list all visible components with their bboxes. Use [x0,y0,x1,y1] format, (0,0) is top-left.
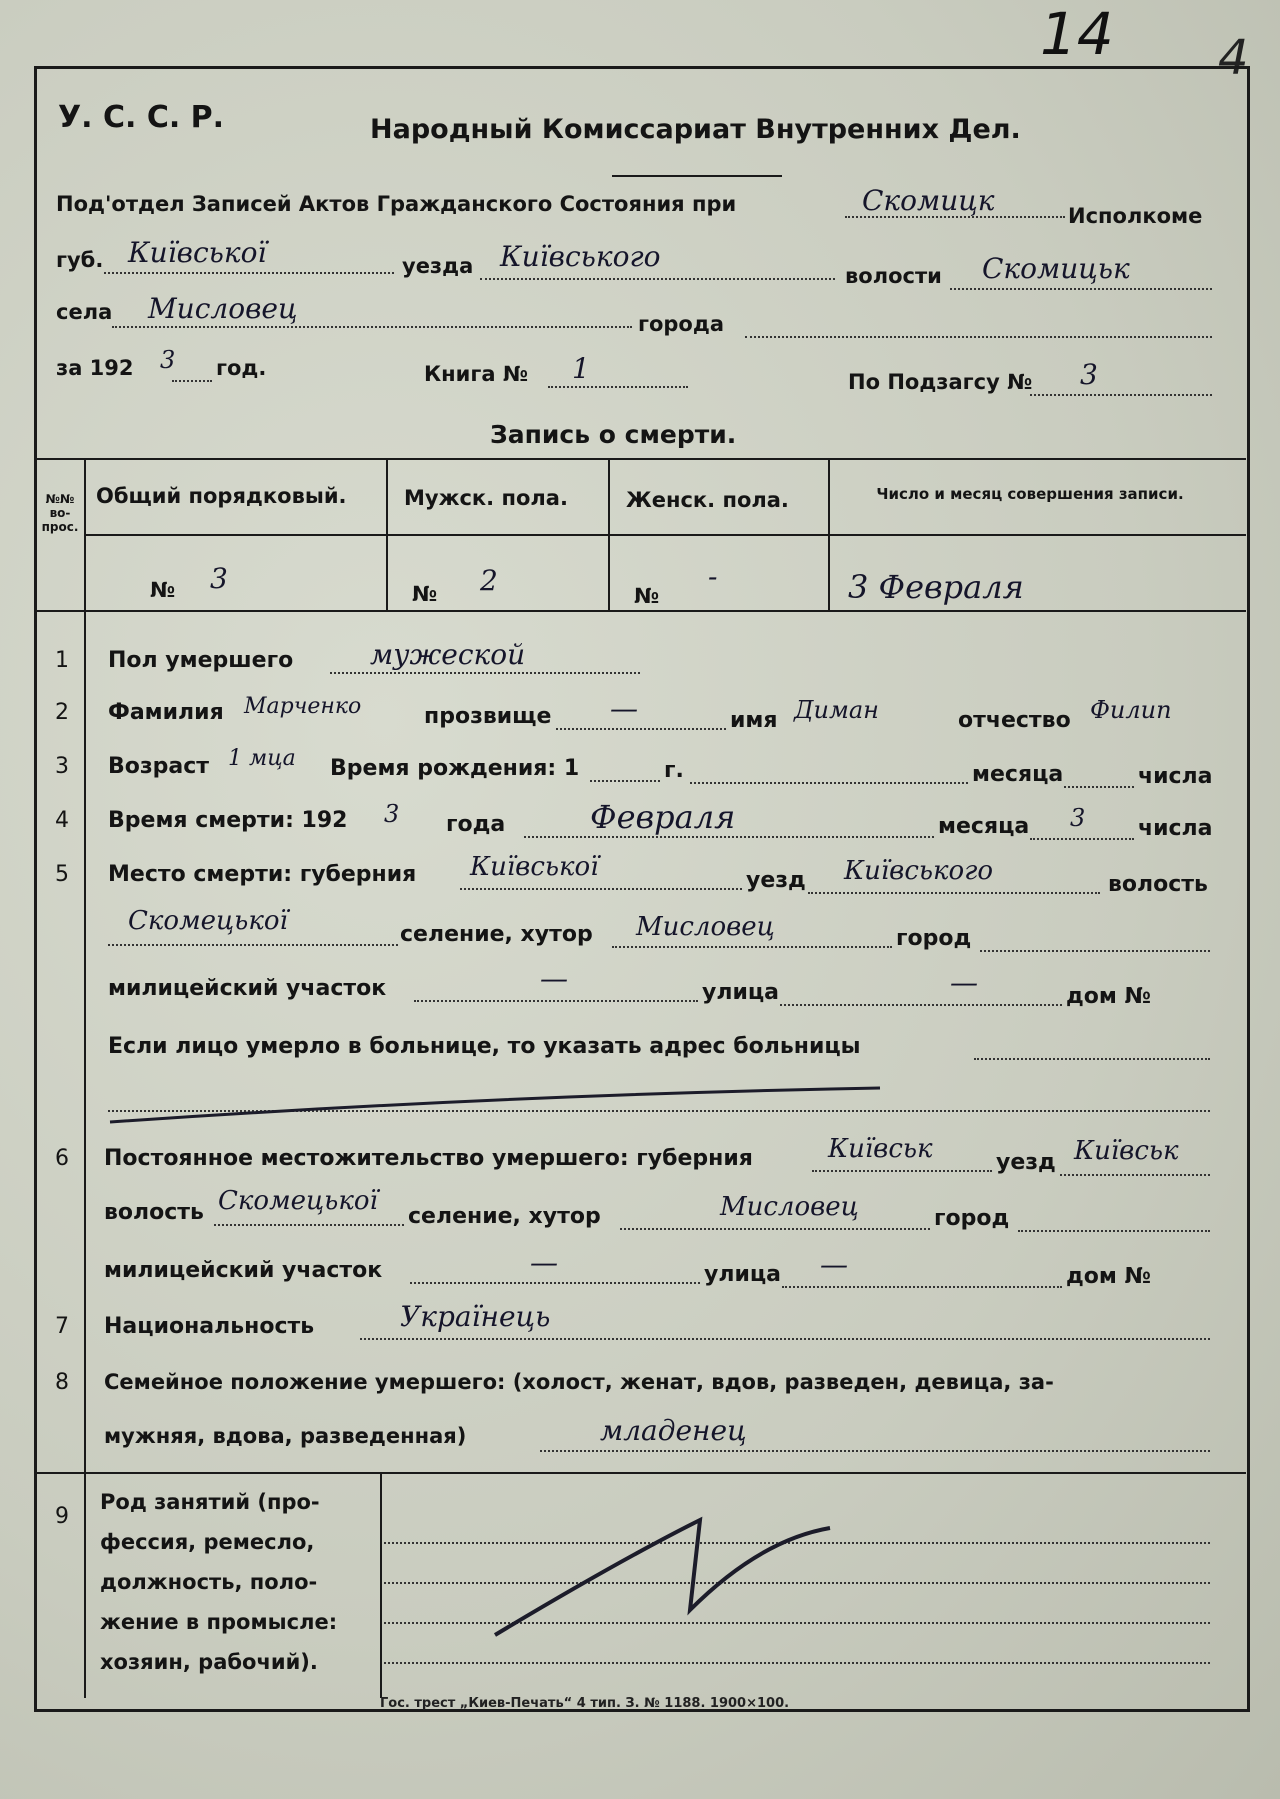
r5-volost-value: Скомецької [128,906,288,936]
r6-street-value: — [820,1248,848,1281]
record-title: Запись о смерти. [490,420,737,449]
male-value: 2 [480,564,498,597]
r5-street: улица [702,980,780,1005]
general-value: 3 [210,562,228,595]
r9-line-5: хозяин, рабочий). [100,1650,318,1674]
r5-gub-value: Київської [470,852,599,882]
r6-label: Постоянное местожительство умершего: губерния [104,1146,753,1171]
male-prefix: № [412,582,438,606]
r6-street: улица [704,1262,782,1287]
r9-line-1: Род занятий (про- [100,1490,320,1514]
r1-value: мужеской [370,638,526,671]
row-8-number: 8 [55,1370,69,1395]
r1-label: Пол умершего [108,648,294,673]
r3-month: месяца [972,762,1064,787]
r9-line-4: жение в промысле: [100,1610,338,1634]
gub-value: Київської [128,236,267,269]
r4-day: числа [1138,816,1213,841]
r4-goda: года [446,812,506,837]
volost-value: Скомицьк [982,252,1130,285]
subreg-value: 3 [1080,358,1098,391]
col-date-header: Число и месяц совершения записи. [876,485,1184,503]
r7-value: Українець [400,1300,551,1333]
row-6-number: 6 [55,1146,69,1171]
hospital-strike-stroke [110,1088,880,1122]
row-2-number: 2 [55,700,69,725]
r2-name-value: Диман [794,696,879,724]
r3-birth-label: Время рождения: 1 [330,756,580,781]
row-3-number: 3 [55,754,69,779]
r6-volost: волость [104,1200,204,1225]
year-suffix: год. [216,356,267,380]
r6-police-value: — [530,1246,558,1279]
subdept-value: Скомицк [862,184,995,217]
r6-police: милицейский участок [104,1258,383,1283]
r4-day-value: 3 [1070,804,1086,832]
r5-uezd-value: Київського [844,856,994,886]
year-value: 3 [160,346,176,374]
selo-label: села [56,300,113,324]
r2-nick-value: — [610,692,638,725]
r3-age-value: 1 мца [228,746,296,771]
r4-month: месяца [938,814,1030,839]
occupation-strike-stroke [495,1520,830,1635]
r9-line-2: фессия, ремесло, [100,1530,315,1554]
r4-month-value: Февраля [590,798,736,836]
printer-footer: Гос. трест „Киев-Печать“ 4 тип. З. № 1188. 1900×100. [380,1696,790,1711]
volost-label: волости [845,264,942,288]
row-7-number: 7 [55,1314,69,1339]
row-9-number: 9 [55,1504,69,1529]
executive-label: Исполкоме [1068,204,1203,228]
r6-house: дом № [1066,1264,1151,1289]
page-number: 14 [1040,0,1114,68]
uezd-value: Київського [500,240,661,273]
row-5-number: 5 [55,862,69,887]
r2-name-label: имя [730,708,778,733]
r8-label2: мужняя, вдова, разведенная) [104,1424,467,1448]
r2-surname-value: Марченко [244,694,362,719]
r2-nick-label: прозвище [424,704,552,729]
r5-selo-value: Мисловец [636,912,775,942]
r6-uezd: уезд [996,1150,1056,1175]
r4-label: Время смерти: 192 [108,808,348,833]
r3-g: г. [664,758,684,783]
commissariat-title: Народный Комиссариат Внутренних Дел. [370,114,1021,145]
book-value: 1 [572,352,590,385]
r8-value: младенец [600,1414,747,1447]
ussr-label: У. С. С. Р. [58,100,225,135]
r6-uezd-value: Київськ [1074,1136,1179,1166]
r8-label: Семейное положение умершего: (холост, женат, вдов, разведен, девица, за- [104,1370,1054,1394]
col-q-header: №№ во- прос. [41,492,79,534]
r2-patr-label: отчество [958,708,1071,733]
r3-age-label: Возраст [108,754,210,779]
page-number-secondary: 4 [1218,30,1249,86]
r2-surname-label: Фамилия [108,700,224,725]
selo-value: Мисловец [148,292,298,325]
r3-day: числа [1138,764,1213,789]
r5-gorod: город [896,926,972,951]
r5-police: милицейский участок [108,976,387,1001]
book-label: Книга № [424,362,529,386]
r2-patr-value: Филип [1090,696,1172,724]
r9-line-3: должность, поло- [100,1570,318,1594]
col-female-header: Женск. пола. [626,488,789,512]
r5-label: Место смерти: губерния [108,862,417,887]
general-prefix: № [150,578,176,602]
uezd-label: уезда [402,254,474,278]
gub-label: губ. [56,248,104,272]
col-male-header: Мужск. пола. [404,486,568,510]
r5-volost: волость [1108,872,1208,897]
r5-police-value: — [540,962,568,995]
r4-year: 3 [384,800,400,828]
r6-selo-value: Мисловец [720,1192,859,1222]
record-date-value: 3 Февраля [848,568,1024,606]
subreg-label: По Подзагсу № [848,370,1033,394]
r5-house: дом № [1066,984,1151,1009]
r6-selo: селение, хутор [408,1204,601,1229]
r5-selo: селение, хутор [400,922,593,947]
female-prefix: № [634,584,660,608]
gorod-label: города [638,312,724,336]
year-label: за 192 [56,356,134,380]
r6-gorod: город [934,1206,1010,1231]
r5-hospital: Если лицо умерло в больнице, то указать адрес больницы [108,1034,861,1059]
col-general-header: Общий порядковый. [96,484,347,508]
r6-volost-value: Скомецької [218,1186,378,1216]
r5-uezd: уезд [746,868,806,893]
r7-label: Национальность [104,1314,315,1339]
r5-street-value: — [950,966,978,999]
row-4-number: 4 [55,808,69,833]
subdept-label: Под'отдел Записей Актов Гражданского Состояния при [56,192,737,216]
r6-gub-value: Київськ [828,1134,933,1164]
female-value: - [708,560,718,593]
row-1-number: 1 [55,648,69,673]
